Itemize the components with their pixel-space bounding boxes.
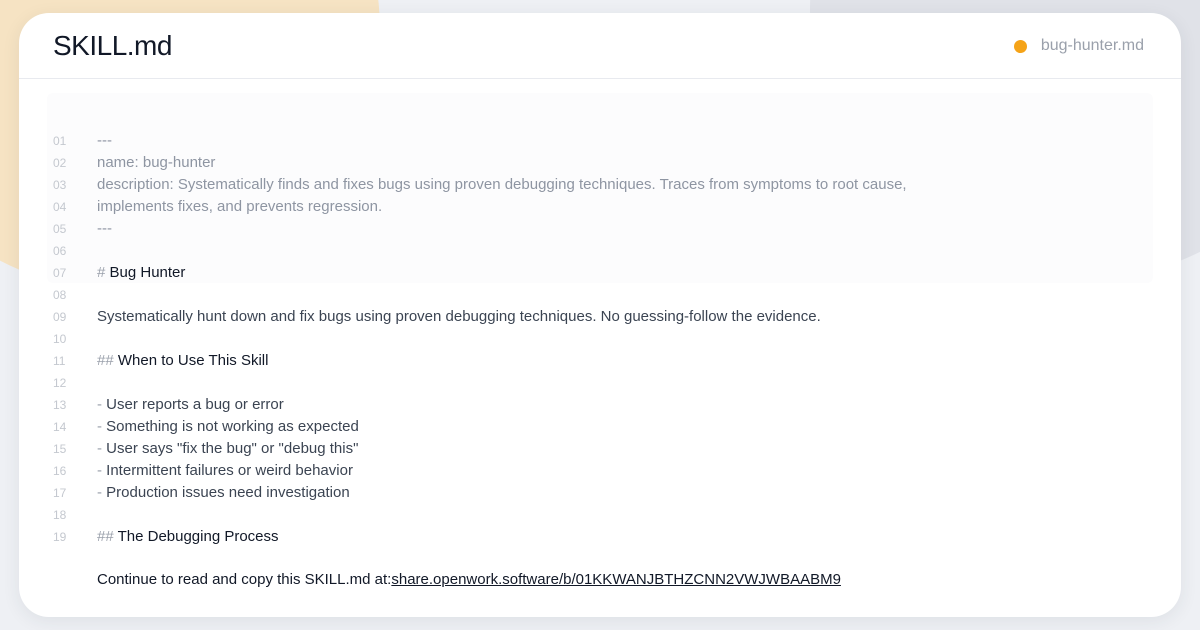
line-content: Systematically hunt down and fix bugs using proven debugging techniques. No guessing-follow the evidence.	[97, 308, 821, 325]
line-number: 09	[53, 310, 67, 324]
code-line	[19, 504, 1181, 526]
line-text	[97, 416, 359, 438]
heading-text: The Debugging Process	[117, 528, 279, 545]
line-text	[97, 306, 821, 328]
file-name: bug-hunter.md	[1040, 37, 1144, 54]
heading-text: Bug Hunter	[109, 264, 186, 281]
code-line	[19, 328, 1181, 350]
footer-note	[97, 569, 841, 591]
code-line	[19, 284, 1181, 306]
line-number: 18	[53, 508, 67, 522]
line-number: 13	[53, 398, 67, 412]
line-content: User says "fix the bug" or "debug this"	[106, 440, 359, 457]
code-line	[19, 416, 1181, 438]
line-number: 07	[53, 266, 67, 280]
line-text	[97, 218, 112, 240]
page-title: SKILL.md	[53, 30, 172, 61]
line-number: 17	[53, 486, 67, 500]
share-link[interactable]: share.openwork.software/b/01KKWANJBTHZCNN2VWJWBAABM9	[391, 571, 841, 588]
line-content: User reports a bug or error	[106, 396, 284, 413]
bullet-marker: -	[97, 418, 102, 435]
heading-marker: ##	[97, 528, 114, 545]
code-line	[19, 130, 1181, 152]
line-text	[97, 174, 907, 196]
status-dot-icon	[1014, 40, 1027, 53]
code-line	[19, 350, 1181, 372]
line-text	[97, 526, 279, 548]
line-number: 12	[53, 376, 67, 390]
line-text	[97, 482, 350, 504]
code-line	[19, 482, 1181, 504]
line-number: 02	[53, 156, 67, 170]
line-content: ---	[97, 132, 112, 149]
heading-marker: ##	[97, 352, 114, 369]
bullet-marker: -	[97, 484, 102, 501]
skill-card	[19, 13, 1181, 617]
code-line	[19, 526, 1181, 548]
line-content: implements fixes, and prevents regression.	[97, 198, 383, 215]
code-line	[19, 394, 1181, 416]
line-text	[97, 152, 215, 174]
line-content: Production issues need investigation	[106, 484, 350, 501]
heading-text: When to Use This Skill	[117, 352, 269, 369]
line-number: 15	[53, 442, 67, 456]
code-line	[19, 196, 1181, 218]
line-text	[97, 262, 185, 284]
line-text	[97, 438, 358, 460]
bullet-marker: -	[97, 396, 102, 413]
heading-marker: #	[97, 264, 106, 281]
code-line	[19, 240, 1181, 262]
line-content: description: Systematically finds and fixes bugs using proven debugging techniques. Traces from symptoms to root cause,	[97, 176, 907, 193]
line-text	[97, 460, 353, 482]
line-text	[97, 394, 284, 416]
code-line	[19, 460, 1181, 482]
line-number: 19	[53, 530, 67, 544]
code-line	[19, 174, 1181, 196]
bullet-marker: -	[97, 462, 102, 479]
line-text	[97, 350, 268, 372]
line-text	[97, 196, 382, 218]
line-number: 03	[53, 178, 67, 192]
line-content: Intermittent failures or weird behavior	[106, 462, 353, 479]
line-text	[97, 130, 112, 152]
line-content: ---	[97, 220, 112, 237]
bullet-marker: -	[97, 440, 102, 457]
line-number: 04	[53, 200, 67, 214]
code-line	[19, 306, 1181, 328]
code-view[interactable]	[19, 130, 1181, 548]
line-number: 06	[53, 244, 67, 258]
code-line	[19, 152, 1181, 174]
code-line	[19, 262, 1181, 284]
line-content: Something is not working as expected	[106, 418, 359, 435]
line-number: 05	[53, 222, 67, 236]
line-number: 08	[53, 288, 67, 302]
line-number: 16	[53, 464, 67, 478]
line-content: name: bug-hunter	[97, 154, 216, 171]
card-header	[19, 13, 1181, 79]
line-number: 10	[53, 332, 67, 346]
line-number: 14	[53, 420, 67, 434]
line-number: 11	[53, 354, 66, 368]
line-number: 01	[53, 134, 67, 148]
file-badge	[1014, 37, 1144, 55]
code-line	[19, 372, 1181, 394]
code-line	[19, 438, 1181, 460]
footer-prefix: Continue to read and copy this SKILL.md at:	[97, 571, 392, 588]
code-line	[19, 218, 1181, 240]
